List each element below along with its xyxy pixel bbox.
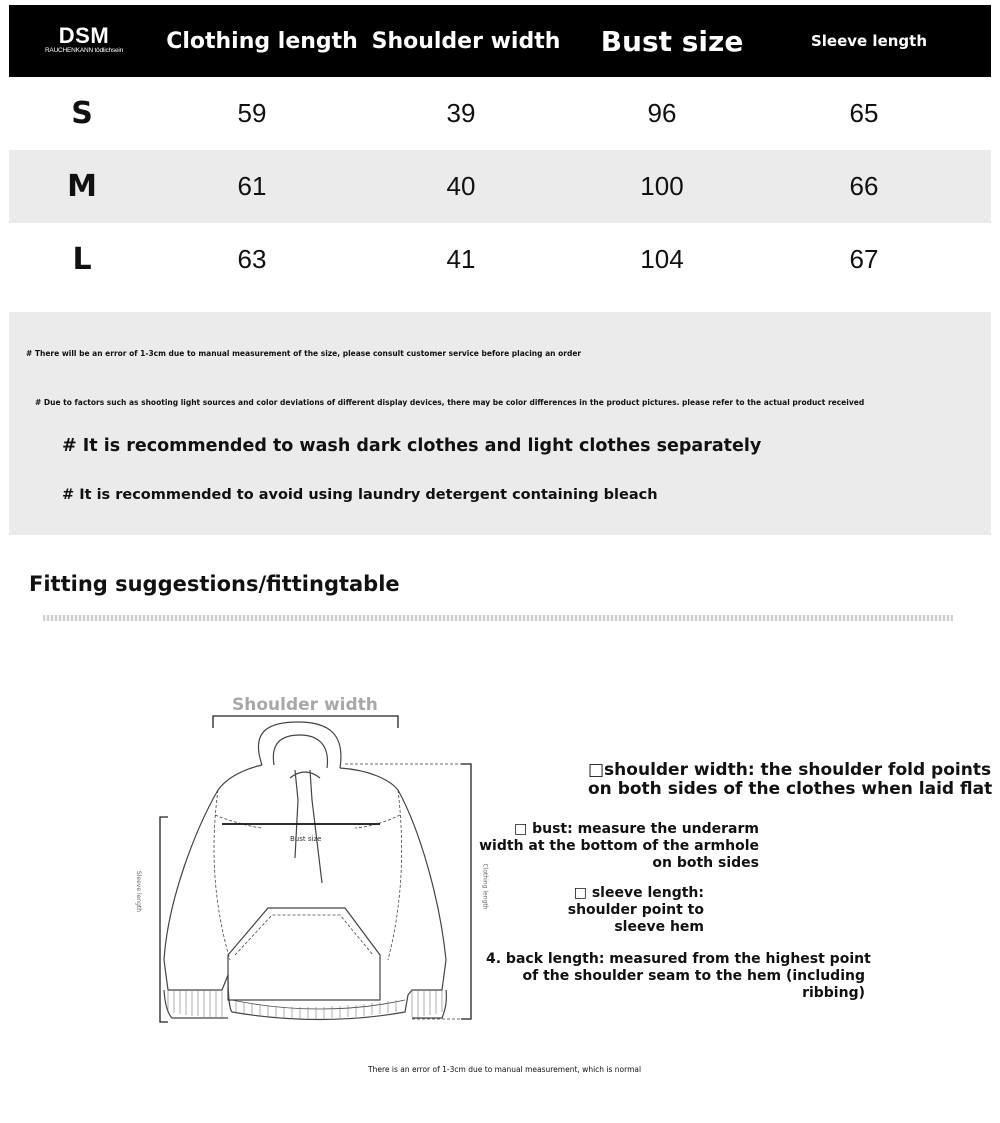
description-line: □ sleeve length: [573, 885, 704, 901]
note-avoid-bleach: # It is recommended to avoid using laundry detergent containing bleach [62, 487, 658, 503]
header-shoulder-width: Shoulder width [371, 28, 561, 54]
shoulder-width-value: 40 [446, 171, 476, 201]
sleeve-length-label: Sleeve length [135, 870, 143, 913]
table-row [9, 77, 991, 150]
description-line: sleeve hem [614, 919, 704, 935]
size-label: L [72, 242, 92, 277]
back-length-description [486, 951, 871, 1002]
header-bust-size: Bust size [600, 24, 744, 58]
clothing-length-value: 61 [237, 171, 267, 201]
note-color-difference: # Due to factors such as shooting light sources and color deviations of different display devices, there may be color differences in the product pictures. please refer to the actual product received [35, 398, 865, 407]
bust-size-value: 96 [647, 98, 677, 128]
description-line: width at the bottom of the armhole [479, 838, 759, 854]
header-sleeve-length: Sleeve length [810, 31, 928, 50]
clothing-length-value: 59 [237, 98, 267, 128]
shoulder-width-description [588, 761, 992, 799]
brand-tagline: RAUCHENKANN tödlichsein [44, 47, 124, 54]
clothing-length-label: Clothing length [481, 863, 489, 910]
brand-logo [34, 25, 134, 55]
table-row [9, 150, 991, 223]
description-line: shoulder point to [567, 902, 704, 918]
size-label: S [71, 96, 93, 131]
shoulder-width-value: 39 [446, 98, 476, 128]
notes-panel [9, 312, 991, 535]
description-line: □shoulder width: the shoulder fold points [588, 760, 992, 780]
sleeve-length-value: 66 [849, 171, 879, 201]
bust-size-value: 104 [640, 244, 684, 274]
description-line: on both sides of the clothes when laid flat [588, 779, 993, 799]
bust-size-value: 100 [640, 171, 684, 201]
sleeve-length-description [560, 885, 704, 936]
description-line: on both sides [652, 855, 759, 871]
hoodie-diagram [130, 690, 490, 1030]
note-wash-separately: # It is recommended to wash dark clothes and light clothes separately [62, 436, 762, 456]
section-divider [43, 615, 953, 621]
description-line: of the shoulder seam to the hem (including [522, 968, 865, 984]
description-line: ribbing) [802, 985, 865, 1001]
description-line: 4. back length: measured from the highest point [486, 951, 871, 967]
shoulder-width-label: Shoulder width [232, 695, 378, 715]
shoulder-width-value: 41 [446, 244, 476, 274]
sleeve-length-value: 65 [849, 98, 879, 128]
brand-name: DSM [58, 23, 110, 48]
measurement-footer-note: There is an error of 1-3cm due to manual measurement, which is normal [368, 1065, 642, 1074]
description-line: □ bust: measure the underarm [513, 821, 759, 837]
size-label: M [67, 169, 97, 204]
table-row [9, 223, 991, 296]
header-clothing-length: Clothing length [166, 28, 358, 54]
sleeve-length-value: 67 [849, 244, 879, 274]
size-table-header [9, 5, 991, 77]
note-measurement-error: # There will be an error of 1-3cm due to manual measurement of the size, please consult customer service before placing an order [26, 349, 582, 358]
bust-size-label: Bust size [290, 835, 322, 843]
bust-description [478, 821, 759, 872]
clothing-length-value: 63 [237, 244, 267, 274]
fitting-title: Fitting suggestions/fittingtable [29, 572, 400, 596]
